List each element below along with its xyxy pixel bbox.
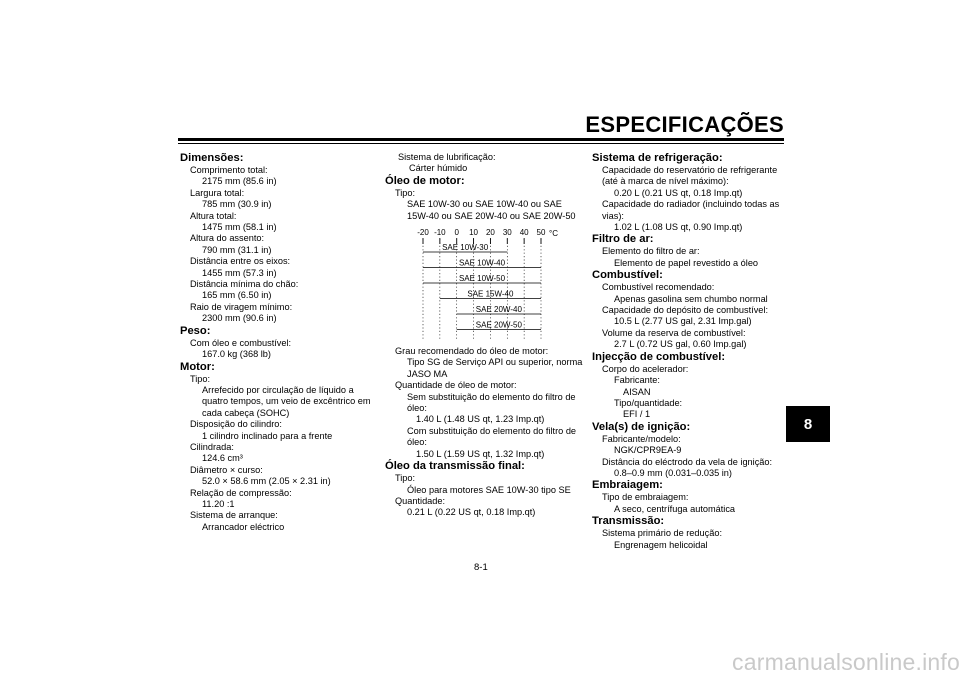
engine-type-label: Tipo: [190, 373, 211, 384]
oil-grade-label: Grau recomendado do óleo de motor: [395, 346, 549, 357]
chart-unit-label: °C [549, 229, 558, 239]
cylinder-layout-value: 1 cilindro inclinado para a frente [202, 430, 333, 441]
oil-type-label: Tipo: [395, 187, 416, 198]
spark-plug-gap-value: 0.8–0.9 mm (0.031–0.035 in) [614, 467, 732, 478]
engine-type-line-1: Arrefecido por circulação de líquido a [202, 384, 354, 395]
manufacturer-label: Fabricante: [614, 375, 660, 386]
displacement-label: Cilindrada: [190, 441, 234, 452]
section-cooling-title: Sistema de refrigeração: [592, 152, 723, 164]
chart-series-label: SAE 10W-30 [442, 243, 489, 253]
oil-type-line-2: 15W-40 ou SAE 20W-40 ou SAE 20W-50 [407, 210, 576, 221]
final-drive-type-label: Tipo: [395, 473, 416, 484]
spark-plug-model-value: NGK/CPR9EA-9 [614, 445, 682, 456]
dimension-label: Distância entre os eixos: [190, 256, 291, 267]
dimension-label: Largura total: [190, 187, 245, 198]
fuel-reserve-label: Volume da reserva de combustível: [602, 327, 746, 338]
weight-label: Com óleo e combustível: [190, 337, 292, 348]
column-2 [385, 152, 585, 519]
final-drive-quantity-label: Quantidade: [395, 495, 446, 506]
section-fuel-title: Combustível: [592, 269, 663, 282]
weight-value: 167.0 kg (368 lb) [202, 349, 271, 360]
dimensions-list [180, 165, 380, 325]
chart-tick-labels [417, 228, 558, 238]
section-spark-plug-title: Vela(s) de ignição: [592, 420, 691, 433]
dimension-label: Altura total: [190, 210, 237, 221]
oil-grade-line-2: JASO MA [407, 368, 448, 379]
oil-without-filter-line-2: óleo: [407, 403, 427, 414]
section-dimensions-title: Dimensões: [180, 152, 244, 164]
section-clutch-title: Embraiagem: [592, 479, 663, 492]
starting-system-value: Arrancador eléctrico [202, 521, 285, 532]
fuel-reserve-value: 2.7 L (0.72 US gal, 0.60 Imp.gal) [614, 339, 747, 350]
fuel-recommended-value: Apenas gasolina sem chumbo normal [614, 293, 768, 304]
chart-series-label: SAE 15W-40 [467, 289, 514, 299]
reservoir-capacity-value: 0.20 L (0.21 US qt, 0.18 Imp.qt) [614, 187, 743, 198]
compression-ratio-value: 11.20 :1 [202, 498, 235, 509]
radiator-capacity-line-2: vias): [602, 210, 624, 221]
oil-with-filter-value: 1.50 L (1.59 US qt, 1.32 Imp.qt) [416, 448, 545, 459]
page-number: 8-1 [474, 562, 488, 573]
column-1 [180, 152, 380, 533]
column-3 [592, 152, 787, 551]
dimension-value: 790 mm (31.1 in) [202, 244, 272, 255]
dimension-value: 2175 mm (85.6 in) [202, 176, 277, 187]
chart-tick-label: 0 [454, 228, 459, 238]
starting-system-label: Sistema de arranque: [190, 510, 278, 521]
oil-viscosity-chart [409, 226, 589, 344]
section-weight-title: Peso: [180, 324, 211, 337]
chart-tick-label: -20 [417, 228, 429, 238]
chart-series-label: SAE 20W-50 [475, 320, 522, 330]
dimension-label: Altura do assento: [190, 233, 265, 244]
section-engine-oil-title: Óleo de motor: [385, 174, 465, 187]
dimension-value: 165 mm (6.50 in) [202, 290, 272, 301]
engine-type-line-3: cada cabeça (SOHC) [202, 407, 290, 418]
radiator-capacity-line-1: Capacidade do radiador (incluindo todas as [602, 199, 780, 210]
dimension-label: Raio de viragem mínimo: [190, 301, 293, 312]
bore-stroke-value: 52.0 × 58.6 mm (2.05 × 2.31 in) [202, 476, 331, 487]
engine-type-line-2: quatro tempos, um veio de excêntrico em [202, 396, 371, 407]
cylinder-layout-label: Disposição do cilindro: [190, 419, 282, 430]
section-transmission-title: Transmissão: [592, 515, 665, 528]
chart-series-label: SAE 10W-50 [458, 274, 506, 284]
oil-quantity-label: Quantidade de óleo de motor: [395, 380, 517, 391]
compression-ratio-label: Relação de compressão: [190, 487, 292, 498]
oil-type-line-1: SAE 10W-30 ou SAE 10W-40 ou SAE [407, 199, 562, 210]
oil-without-filter-line-1: Sem substituição do elemento do filtro de [407, 391, 576, 402]
air-filter-value: Elemento de papel revestido a óleo [614, 257, 759, 268]
spark-plug-gap-label: Distância do eléctrodo da vela de ignição: [602, 456, 773, 467]
header-rule-thin [178, 143, 784, 144]
fuel-tank-value: 10.5 L (2.77 US gal, 2.31 Imp.gal) [614, 316, 752, 327]
chart-bars [423, 243, 541, 330]
type-quantity-label: Tipo/quantidade: [614, 397, 683, 408]
reservoir-capacity-line-2: (até à marca de nível máximo): [602, 176, 729, 187]
section-air-filter-title: Filtro de ar: [592, 233, 654, 246]
oil-with-filter-line-2: óleo: [407, 437, 427, 448]
chart-tick-label: 30 [502, 228, 512, 238]
throttle-body-label: Corpo do acelerador: [602, 363, 689, 374]
oil-with-filter-line-1: Com substituição do elemento do filtro de [407, 425, 577, 436]
primary-reduction-label: Sistema primário de redução: [602, 528, 723, 539]
oil-without-filter-value: 1.40 L (1.48 US qt, 1.23 Imp.qt) [416, 414, 545, 425]
dimension-value: 785 mm (30.9 in) [202, 199, 272, 210]
chart-series-label: SAE 10W-40 [458, 258, 506, 268]
oil-grade-line-1: Tipo SG de Serviço API ou superior, norma [407, 357, 583, 368]
clutch-type-label: Tipo de embraiagem: [602, 492, 689, 503]
final-drive-quantity-value: 0.21 L (0.22 US qt, 0.18 Imp.qt) [407, 507, 536, 518]
chart-tick-label: 20 [485, 228, 495, 238]
watermark: carmanualsonline.info [732, 649, 960, 675]
section-engine-title: Motor: [180, 360, 215, 373]
section-final-drive-oil-title: Óleo da transmissão final: [385, 460, 525, 473]
radiator-capacity-value: 1.02 L (1.08 US qt, 0.90 Imp.qt) [614, 222, 743, 233]
bore-stroke-label: Diâmetro × curso: [190, 464, 263, 475]
spark-plug-model-label: Fabricante/modelo: [602, 433, 681, 444]
chart-series-label: SAE 20W-40 [475, 305, 522, 315]
chart-tick-label: 50 [536, 228, 546, 238]
fuel-tank-label: Capacidade do depósito de combustível: [602, 305, 768, 316]
reservoir-capacity-line-1: Capacidade do reservatório de refrigerante [602, 165, 778, 175]
page-title: ESPECIFICAÇÕES [585, 112, 784, 137]
clutch-type-value: A seco, centrífuga automática [614, 503, 736, 514]
lubrication-label: Sistema de lubrificação: [398, 152, 496, 162]
displacement-value: 124.6 cm³ [202, 453, 243, 464]
header-rule-thick [178, 138, 784, 141]
chapter-tab: 8 [786, 406, 830, 442]
primary-reduction-value: Engrenagem helicoidal [614, 539, 708, 550]
chart-tick-label: 40 [519, 228, 529, 238]
section-fuel-injection-title: Injecção de combustível: [592, 350, 726, 363]
dimension-value: 1455 mm (57.3 in) [202, 267, 277, 278]
manufacturer-value: AISAN [623, 386, 651, 397]
chart-tick-label: -10 [434, 228, 446, 238]
fuel-recommended-label: Combustível recomendado: [602, 282, 715, 293]
dimension-value: 1475 mm (58.1 in) [202, 222, 277, 233]
dimension-label: Comprimento total: [190, 165, 268, 175]
air-filter-label: Elemento do filtro de ar: [602, 246, 700, 257]
lubrication-value: Cárter húmido [409, 163, 468, 174]
dimension-label: Distância mínima do chão: [190, 279, 299, 290]
chart-tick-label: 10 [469, 228, 479, 238]
final-drive-type-value: Óleo para motores SAE 10W-30 tipo SE [407, 484, 571, 495]
type-quantity-value: EFI / 1 [623, 409, 651, 420]
dimension-value: 2300 mm (90.6 in) [202, 313, 277, 324]
